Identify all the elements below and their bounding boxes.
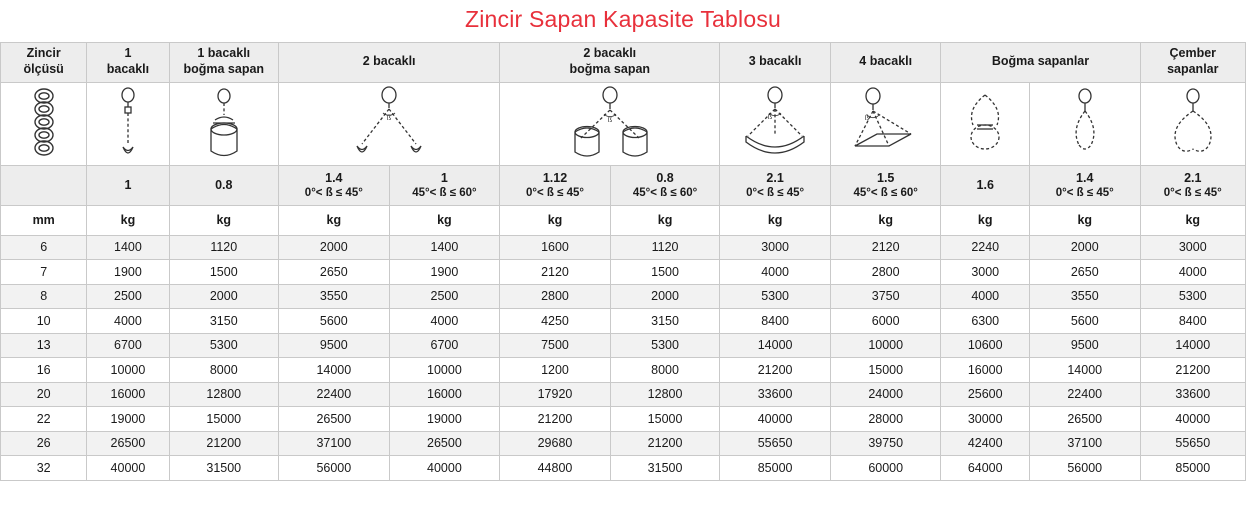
cell-value: 5600 [1029,309,1140,334]
cell-value: 10000 [389,358,500,383]
cell-value: 10000 [87,358,169,383]
cell-value: 31500 [610,456,720,481]
cell-value: 6300 [941,309,1029,334]
choker-sling-icon [1029,82,1140,165]
cell-value: 85000 [720,456,831,481]
cell-value: 30000 [941,407,1029,432]
cell-value: 1120 [610,235,720,260]
cell-value: 5600 [279,309,390,334]
cell-value: 3550 [279,284,390,309]
cell-value: 55650 [720,431,831,456]
cell-value: 24000 [830,382,941,407]
cell-chain-size: 13 [1,333,87,358]
cell-value: 19000 [87,407,169,432]
cell-value: 6700 [389,333,500,358]
factor-value: 1 [124,177,132,192]
factor-value: 1.4 [325,170,343,185]
cell-value: 8400 [1140,309,1245,334]
illustration-row [1,82,1246,165]
cell-value: 37100 [1029,431,1140,456]
cell-value: 2240 [941,235,1029,260]
table-row [1,431,1246,456]
cell-value: 40000 [87,456,169,481]
cell-value: 40000 [720,407,831,432]
svg-text:ß: ß [767,113,773,121]
cell-value: 42400 [941,431,1029,456]
cell-value: 3150 [169,309,279,334]
cell-value: 21200 [1140,358,1245,383]
cell-value: 9500 [279,333,390,358]
factor-value: 1.4 [1076,170,1094,185]
cell-value: 12800 [169,382,279,407]
three-leg-basket-sling-icon [720,82,831,165]
cell-value: 19000 [389,407,500,432]
factor-angle: 0°< ß ≤ 45° [1163,186,1222,199]
header-endless-slings [1140,42,1245,82]
cell-value: 2650 [279,260,390,285]
cell-value: 12800 [610,382,720,407]
header-two-leg-choker-line2: boğma sapan [569,62,651,77]
header-one-leg-line1: 1 [124,46,132,61]
factor-cell-one-leg [87,165,169,205]
cell-value: 2650 [1029,260,1140,285]
cell-value: 4000 [720,260,831,285]
table-row [1,456,1246,481]
cell-value: 14000 [1140,333,1245,358]
cell-value: 2120 [830,235,941,260]
cell-value: 4250 [500,309,611,334]
cell-value: 1600 [500,235,611,260]
unit-cell: kg [169,205,279,235]
cell-value: 1400 [389,235,500,260]
header-endless-slings-line2: sapanlar [1167,62,1219,77]
cell-value: 25600 [941,382,1029,407]
cell-value: 21200 [500,407,611,432]
cell-value: 15000 [610,407,720,432]
header-one-leg [87,42,169,82]
cell-value: 33600 [720,382,831,407]
cell-chain-size: 10 [1,309,87,334]
unit-cell: kg [830,205,941,235]
cell-value: 64000 [941,456,1029,481]
two-leg-choker-sling-icon [500,82,720,165]
two-leg-sling-icon [279,82,500,165]
factor-value: 1 [440,170,448,185]
cell-value: 2120 [500,260,611,285]
cell-value: 3000 [941,260,1029,285]
cell-value: 3150 [610,309,720,334]
header-four-leg: 4 bacaklı [830,42,941,82]
table-header [1,42,1246,82]
cell-chain-size: 8 [1,284,87,309]
cell-value: 14000 [1029,358,1140,383]
factor-cell-one-leg-choker [169,165,279,205]
svg-text:ß: ß [386,114,392,122]
cell-chain-size: 20 [1,382,87,407]
cell-chain-size: 7 [1,260,87,285]
cell-value: 44800 [500,456,611,481]
cell-value: 4000 [87,309,169,334]
cell-chain-size: 32 [1,456,87,481]
choker-sling-loop-icon [941,82,1029,165]
cell-value: 14000 [720,333,831,358]
cell-value: 33600 [1140,382,1245,407]
chain-link-icon [1,82,87,165]
factor-cell-two-leg-b [389,165,500,205]
unit-cell: kg [500,205,611,235]
cell-value: 3000 [1140,235,1245,260]
cell-value: 39750 [830,431,941,456]
factor-angle: 45°< ß ≤ 60° [632,186,698,199]
header-choker-slings: Boğma sapanlar [941,42,1140,82]
factor-value: 1.6 [976,177,994,192]
cell-value: 22400 [279,382,390,407]
header-three-leg: 3 bacaklı [720,42,831,82]
page-title: Zincir Sapan Kapasite Tablosu [464,6,782,32]
factor-angle: 0°< ß ≤ 45° [1055,186,1114,199]
factor-angle: 0°< ß ≤ 45° [525,186,584,199]
cell-value: 26500 [279,407,390,432]
cell-value: 1400 [87,235,169,260]
cell-value: 31500 [169,456,279,481]
table-row [1,382,1246,407]
unit-cell: kg [1029,205,1140,235]
svg-text:ß: ß [607,116,612,124]
table-row [1,333,1246,358]
cell-value: 85000 [1140,456,1245,481]
factor-value: 0.8 [656,170,674,185]
cell-value: 6000 [830,309,941,334]
cell-value: 1120 [169,235,279,260]
cell-value: 14000 [279,358,390,383]
cell-value: 22400 [1029,382,1140,407]
cell-value: 17920 [500,382,611,407]
table-row [1,309,1246,334]
unit-cell: kg [87,205,169,235]
cell-chain-size: 22 [1,407,87,432]
cell-value: 10600 [941,333,1029,358]
cell-value: 2000 [1029,235,1140,260]
cell-value: 2000 [279,235,390,260]
cell-value: 4000 [941,284,1029,309]
factor-angle: 0°< ß ≤ 45° [304,186,363,199]
factor-cell-four-leg [830,165,941,205]
cell-value: 2800 [500,284,611,309]
factor-cell-choker-b [1029,165,1140,205]
cell-value: 3550 [1029,284,1140,309]
factor-angle: 0°< ß ≤ 45° [746,186,805,199]
cell-value: 1900 [389,260,500,285]
factor-value: 2.1 [1184,170,1202,185]
cell-value: 2000 [610,284,720,309]
cell-value: 9500 [1029,333,1140,358]
cell-value: 2500 [389,284,500,309]
cell-value: 21200 [610,431,720,456]
cell-chain-size: 6 [1,235,87,260]
cell-value: 4000 [1140,260,1245,285]
cell-value: 6700 [87,333,169,358]
unit-cell: kg [610,205,720,235]
endless-sling-icon [1140,82,1245,165]
unit-cell: kg [1140,205,1245,235]
cell-value: 29680 [500,431,611,456]
factor-value: 1.5 [877,170,895,185]
cell-value: 8400 [720,309,831,334]
cell-value: 56000 [1029,456,1140,481]
cell-value: 1900 [87,260,169,285]
factor-cell-choker-a [941,165,1029,205]
header-row [1,42,1246,82]
cell-value: 5300 [1140,284,1245,309]
cell-value: 5300 [720,284,831,309]
cell-value: 4000 [389,309,500,334]
header-chain-size [1,42,87,82]
unit-cell: kg [389,205,500,235]
cell-value: 40000 [389,456,500,481]
factor-cell-two-leg-a [279,165,390,205]
single-leg-sling-icon [87,82,169,165]
units-row [1,205,1246,235]
unit-cell: kg [941,205,1029,235]
cell-value: 37100 [279,431,390,456]
cell-value: 1500 [610,260,720,285]
cell-value: 55650 [1140,431,1245,456]
table-row [1,235,1246,260]
header-one-leg-line2: bacaklı [106,62,150,77]
cell-value: 56000 [279,456,390,481]
cell-value: 26500 [389,431,500,456]
cell-value: 3000 [720,235,831,260]
cell-value: 26500 [87,431,169,456]
cell-value: 1500 [169,260,279,285]
cell-value: 16000 [389,382,500,407]
cell-value: 26500 [1029,407,1140,432]
cell-value: 7500 [500,333,611,358]
cell-value: 10000 [830,333,941,358]
cell-value: 21200 [720,358,831,383]
table-row [1,358,1246,383]
table-row [1,260,1246,285]
unit-cell: mm [1,205,87,235]
factor-cell-chain-size [1,165,87,205]
cell-value: 5300 [169,333,279,358]
header-one-leg-choker [169,42,279,82]
factor-cell-two-leg-choker-a [500,165,611,205]
svg-text:ß: ß [864,114,869,122]
header-endless-slings-line1: Çember [1169,46,1217,61]
header-two-leg-choker-line1: 2 bacaklı [583,46,637,61]
cell-value: 28000 [830,407,941,432]
cell-value: 16000 [941,358,1029,383]
factor-value: 0.8 [215,177,233,192]
header-two-leg: 2 bacaklı [279,42,500,82]
header-one-leg-choker-line2: boğma sapan [183,62,265,77]
cell-value: 5300 [610,333,720,358]
cell-value: 60000 [830,456,941,481]
factor-angle: 45°< ß ≤ 60° [853,186,918,199]
cell-value: 16000 [87,382,169,407]
cell-chain-size: 26 [1,431,87,456]
cell-value: 3750 [830,284,941,309]
factor-cell-three-leg [720,165,831,205]
table-row [1,407,1246,432]
cell-value: 15000 [169,407,279,432]
single-leg-choker-sling-icon [169,82,279,165]
cell-chain-size: 16 [1,358,87,383]
factor-value: 2.1 [766,170,784,185]
cell-value: 2800 [830,260,941,285]
cell-value: 2000 [169,284,279,309]
cell-value: 15000 [830,358,941,383]
cell-value: 2500 [87,284,169,309]
unit-cell: kg [720,205,831,235]
factor-value: 1.12 [542,170,568,185]
factor-cell-endless [1140,165,1245,205]
factor-cell-two-leg-choker-b [610,165,720,205]
factor-row [1,165,1246,205]
table-row [1,284,1246,309]
header-one-leg-choker-line1: 1 bacaklı [197,46,251,61]
cell-value: 1200 [500,358,611,383]
cell-value: 8000 [610,358,720,383]
cell-value: 21200 [169,431,279,456]
header-chain-size-line1: Zincir [26,46,61,61]
unit-cell: kg [279,205,390,235]
chain-sling-capacity-table [0,42,1246,481]
factor-angle: 45°< ß ≤ 60° [412,186,477,199]
header-chain-size-line2: ölçüsü [23,62,64,77]
cell-value: 40000 [1140,407,1245,432]
four-leg-sling-icon [830,82,941,165]
cell-value: 8000 [169,358,279,383]
header-two-leg-choker [500,42,720,82]
